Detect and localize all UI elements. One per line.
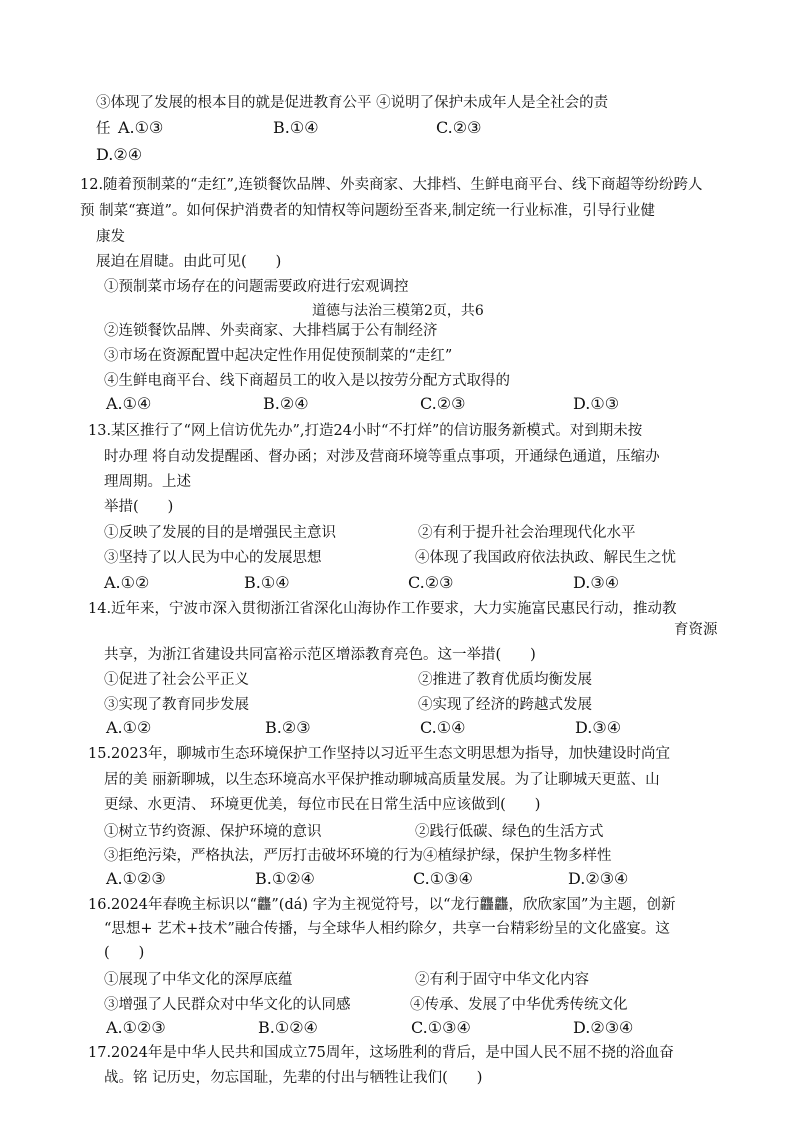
- q16-statement: ②有利于固守中华文化内容: [415, 972, 589, 988]
- q14-stem-line: 育资源: [674, 622, 718, 638]
- q16-statement: ③增强了人民群众对中华文化的认同感: [104, 997, 351, 1013]
- q16-stem-line: “思想+ 艺术+技术”融合传播，与全球华人相约除夕，共享一台精彩纷呈的文化盛宴。这: [104, 921, 670, 937]
- q13-stem-line: 理周期。上述: [104, 474, 191, 490]
- q15-option-b[interactable]: B.①②④: [255, 869, 315, 888]
- q12-option-b[interactable]: B.②④: [263, 394, 309, 413]
- q13-statement: ①反映了发展的目的是增强民主意识: [104, 525, 336, 541]
- q14-option-a[interactable]: A.①②: [106, 718, 152, 737]
- q15-option-a[interactable]: A.①②③: [106, 869, 166, 888]
- q13-stem-line: 时办理 将自动发提醒函、督办函；对涉及营商环境等重点事项，开通绿色通道，压缩办: [104, 449, 660, 465]
- q14-stem-line: 共享，为浙江省建设共同富裕示范区增添教育亮色。这一举措( ): [104, 647, 536, 663]
- option-c[interactable]: C.②③: [436, 118, 482, 137]
- q15-statement: ①树立节约资源、保护环境的意识: [104, 824, 322, 840]
- q13-option-a[interactable]: A.①②: [104, 573, 150, 592]
- q15-statement: ②践行低碳、绿色的生活方式: [415, 824, 604, 840]
- q13-option-c[interactable]: C.②③: [408, 573, 454, 592]
- q12-stem-line: 12.随着预制菜的“走红”,连锁餐饮品牌、外卖商家、大排档、生鲜电商平台、线下商超等纷纷跨人: [80, 177, 703, 193]
- q14-option-d[interactable]: D.③④: [575, 718, 622, 737]
- fragment-continuation: 任: [96, 121, 111, 137]
- q16-stem-line: 16.2024年春晚主标识以“龘”(dá) 字为主视觉符号，以“龙行龘龘，欣欣家国”为主题，创新: [88, 897, 676, 913]
- option-b[interactable]: B.①④: [273, 118, 319, 137]
- q14-statement: ②推进了教育优质均衡发展: [418, 672, 592, 688]
- q12-statement: ①预制菜市场存在的问题需要政府进行宏观调控: [104, 279, 409, 295]
- q12-option-d[interactable]: D.①③: [573, 394, 620, 413]
- q13-statement: ④体现了我国政府依法执政、解民生之忧: [415, 550, 676, 566]
- q13-option-d[interactable]: D.③④: [573, 573, 620, 592]
- q12-stem-line: 展迫在眉睫。由此可见( ): [96, 254, 282, 270]
- q14-statement: ①促进了社会公平正义: [104, 672, 249, 688]
- q13-statement: ②有利于提升社会治理现代化水平: [418, 525, 636, 541]
- q12-stem-line: 康发: [96, 229, 125, 245]
- q14-stem-line: 14.近年来，宁波市深入贯彻浙江省深化山海协作工作要求，大力实施富民惠民行动，推动教: [88, 601, 677, 617]
- q12-statement: ③市场在资源配置中起决定性作用促使预制菜的“走红”: [104, 348, 453, 364]
- q13-stem-line: 13.某区推行了“网上信访优先办”,打造24小时“不打烊”的信访服务新模式。对到期未按: [88, 423, 643, 439]
- q15-stem-line: 15.2023年，聊城市生态环境保护工作坚持以习近平生态文明思想为指导，加快建设时尚宜: [88, 746, 670, 762]
- option-d[interactable]: D.②④: [96, 145, 143, 164]
- q14-statement: ④实现了经济的跨越式发展: [418, 697, 592, 713]
- q12-option-a[interactable]: A.①④: [106, 394, 152, 413]
- q15-stem-line: 居的美 丽新聊城，以生态环境高水平保护推动聊城高质量发展。为了让聊城天更蓝、山: [104, 772, 660, 788]
- q16-option-a[interactable]: A.①②③: [106, 1018, 166, 1037]
- q14-statement: ③实现了教育同步发展: [104, 697, 249, 713]
- fragment-statement-line: ③体现了发展的根本目的就是促进教育公平 ④说明了保护未成年人是全社会的责: [96, 95, 609, 111]
- q12-stem-line: 预 制菜“赛道”。如何保护消费者的知情权等问题纷至沓来,制定统一行业标准，引导行业健: [80, 203, 656, 219]
- q17-stem-line: 战。铭 记历史，勿忘国耻，先辈的付出与牺牲让我们( ): [104, 1070, 483, 1086]
- q14-option-b[interactable]: B.②③: [265, 718, 311, 737]
- q16-statement: ④传承、发展了中华优秀传统文化: [410, 997, 628, 1013]
- q16-option-c[interactable]: C.①③④: [411, 1018, 471, 1037]
- q17-stem-line: 17.2024年是中华人民共和国成立75周年，这场胜利的背后，是中国人民不屈不挠的浴血奋: [88, 1045, 674, 1061]
- q14-option-c[interactable]: C.①④: [420, 718, 466, 737]
- q12-statement: ②连锁餐饮品牌、外卖商家、大排档属于公有制经济: [104, 323, 438, 339]
- q12-statement: ④生鲜电商平台、线下商超员工的收入是以按劳分配方式取得的: [104, 373, 510, 389]
- q15-stem-line: 更绿、水更清、 环境更优美，每位市民在日常生活中应该做到( ): [104, 797, 541, 813]
- q13-statement: ③坚持了以人民为中心的发展思想: [104, 550, 322, 566]
- q12-option-c[interactable]: C.②③: [420, 394, 466, 413]
- q15-option-c[interactable]: C.①③④: [413, 869, 473, 888]
- q15-statement: ③拒绝污染，严格执法，严厉打击破坏环境的行为④植绿护绿，保护生物多样性: [104, 848, 612, 864]
- q16-statement: ①展现了中华文化的深厚底蕴: [104, 972, 293, 988]
- q13-stem-line: 举措( ): [104, 499, 174, 515]
- option-a[interactable]: A.①③: [118, 118, 164, 137]
- q16-stem-line: ( ): [104, 945, 145, 961]
- q16-option-d[interactable]: D.②③④: [573, 1018, 634, 1037]
- page-footer: 道德与法治三模第2页，共6: [312, 303, 484, 319]
- q16-option-b[interactable]: B.①②④: [258, 1018, 318, 1037]
- q13-option-b[interactable]: B.①④: [244, 573, 290, 592]
- q15-option-d[interactable]: D.②③④: [568, 869, 629, 888]
